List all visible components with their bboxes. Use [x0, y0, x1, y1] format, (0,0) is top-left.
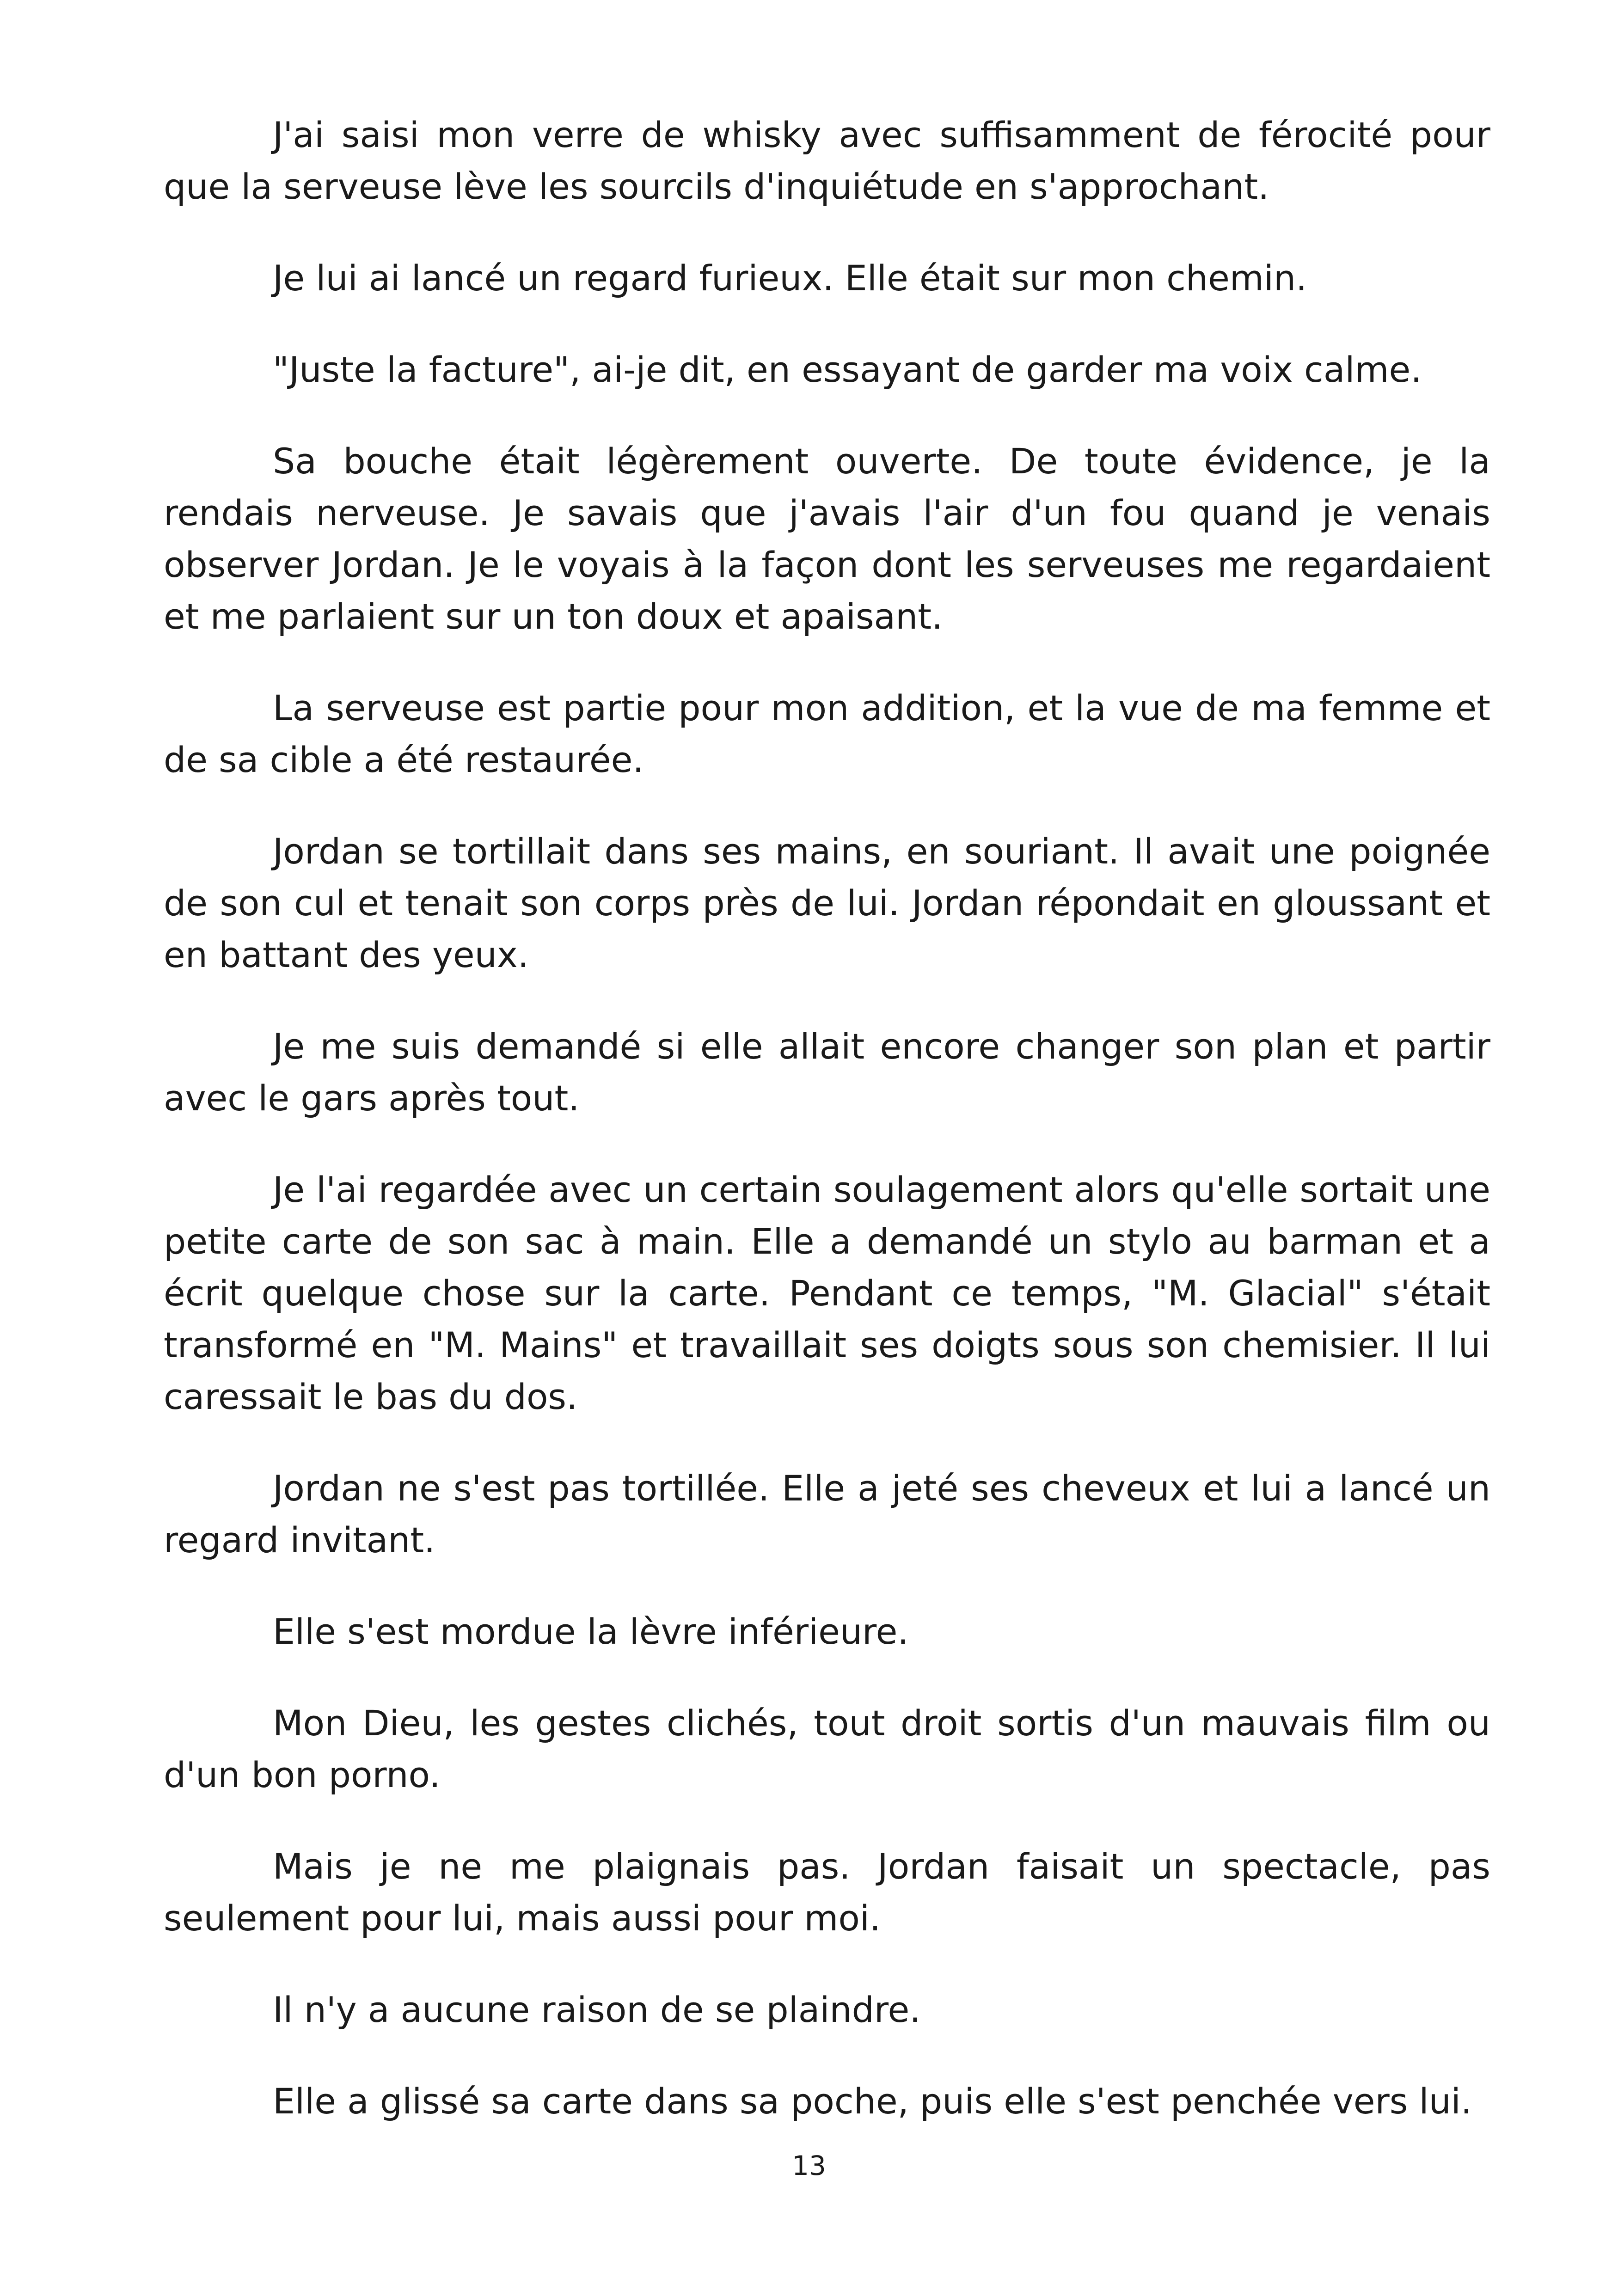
paragraph: Mon Dieu, les gestes clichés, tout droit sortis d'un mauvais film ou d'un bon porno.	[164, 1702, 1490, 1795]
paragraph: Elle a glissé sa carte dans sa poche, puis elle s'est penchée vers lui.	[273, 2081, 1472, 2122]
paragraph: "Juste la facture", ai-je dit, en essayant de garder ma voix calme.	[273, 349, 1422, 390]
paragraph: Mais je ne me plaignais pas. Jordan faisait un spectacle, pas seulement pour lui, mais aussi pour moi.	[164, 1846, 1490, 1939]
paragraph: Sa bouche était légèrement ouverte. De toute évidence, je la rendais nerveuse. Je savais que j'avais l'air d'un fou quand je venais observer Jordan. Je le voyais à la façon dont les serveuses me regardaient et me parlaient sur un ton doux et apaisant.	[164, 441, 1490, 637]
paragraph: J'ai saisi mon verre de whisky avec suffisamment de férocité pour que la serveuse lève les sourcils d'inquiétude en s'approchant.	[164, 114, 1490, 207]
body-text	[164, 109, 1490, 2127]
paragraph: Il n'y a aucune raison de se plaindre.	[273, 1989, 921, 2030]
paragraph: Je l'ai regardée avec un certain soulagement alors qu'elle sortait une petite carte de son sac à main. Elle a demandé un stylo au barman et a écrit quelque chose sur la carte. Pendant ce temps, "M. Glacial" s'était transformé en "M. Mains" et travaillait ses doigts sous son chemisier. Il lui caressait le bas du dos.	[164, 1169, 1490, 1417]
paragraph: Je me suis demandé si elle allait encore changer son plan et partir avec le gars après tout.	[164, 1026, 1490, 1119]
paragraph: Je lui ai lancé un regard furieux. Elle était sur mon chemin.	[273, 257, 1307, 299]
paragraph: La serveuse est partie pour mon addition, et la vue de ma femme et de sa cible a été restaurée.	[164, 687, 1490, 780]
page-number: 13	[792, 2150, 826, 2181]
paragraph: Jordan se tortillait dans ses mains, en souriant. Il avait une poignée de son cul et tenait son corps près de lui. Jordan répondait en gloussant et en battant des yeux.	[164, 831, 1490, 975]
paragraph: Elle s'est mordue la lèvre inférieure.	[273, 1611, 909, 1652]
paragraph: Jordan ne s'est pas tortillée. Elle a jeté ses cheveux et lui a lancé un regard invitant.	[164, 1468, 1490, 1561]
